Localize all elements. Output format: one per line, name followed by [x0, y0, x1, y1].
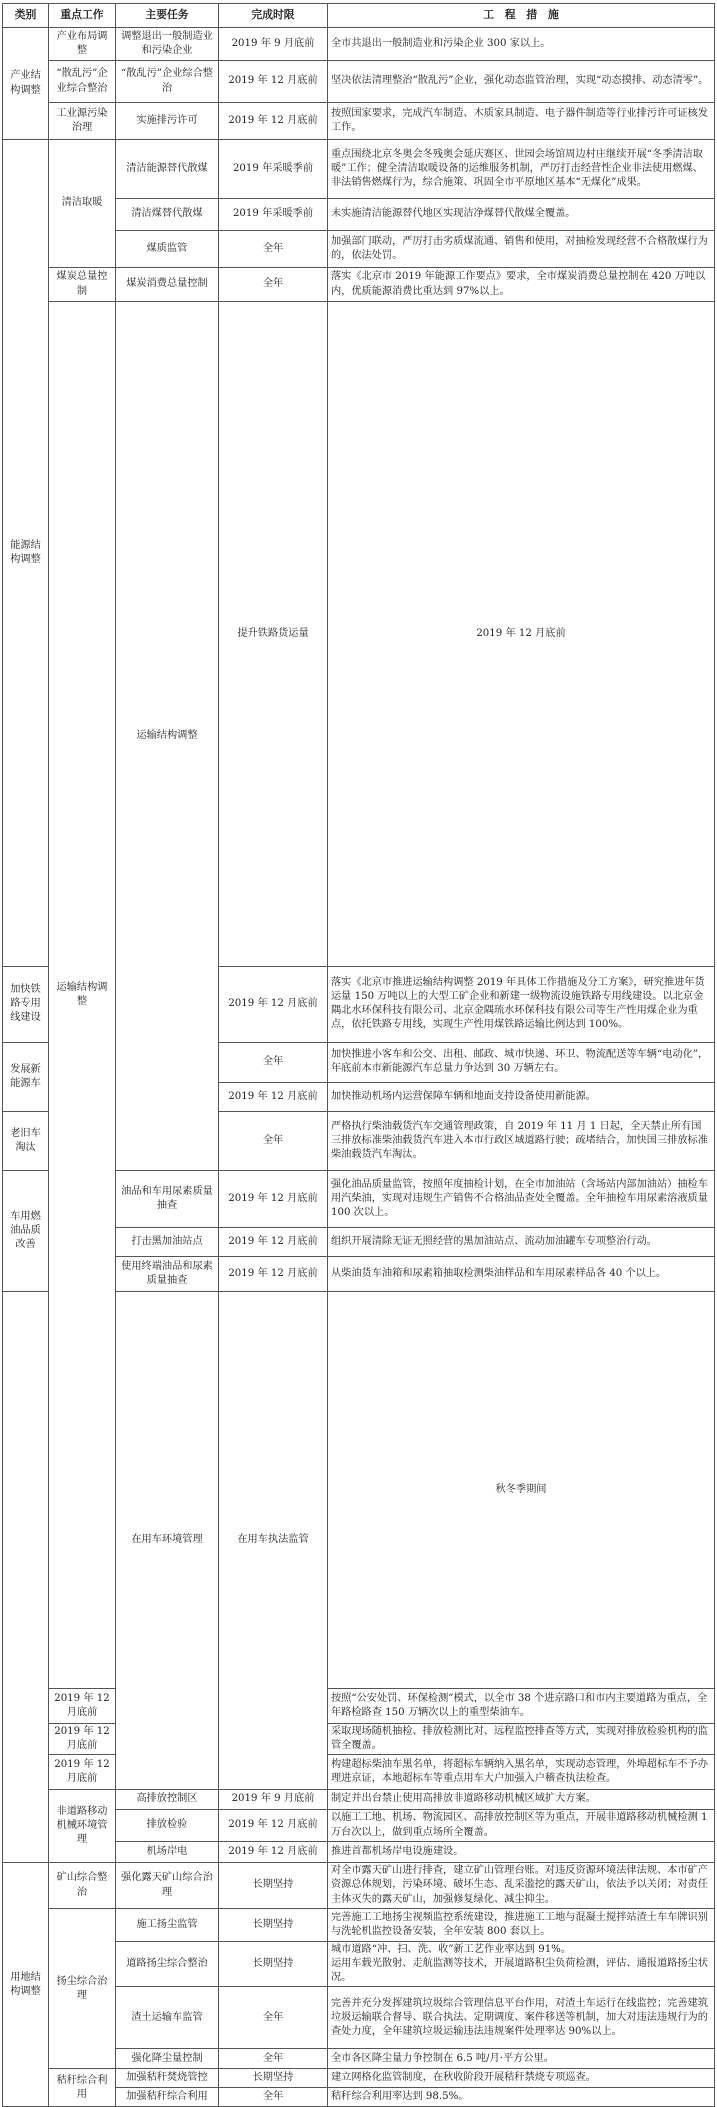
task-cell: 使用终端油品和尿素质量抽查: [116, 1256, 219, 1291]
task-cell: 加强秸秆焚烧管控: [116, 2069, 219, 2088]
deadline-cell: 长期坚持: [219, 1909, 328, 1942]
deadline-cell: 全年: [219, 2088, 328, 2107]
table-row: [3, 1755, 715, 1790]
work-cell: 工业源污染治理: [49, 103, 116, 140]
measure-cell: 完善施工工地扬尘视频监控系统建设，推进施工工地与混凝土搅拌站渣土车车牌识别与洗轮机监控设备安装，全年安装 800 套以上。: [328, 1909, 715, 1942]
table-row: [3, 302, 715, 967]
deadline-cell: 2019 年 12 月底前: [219, 103, 328, 140]
task-cell: 煤质监管: [116, 231, 219, 268]
task-cell: 老旧车淘汰: [3, 1111, 49, 1170]
measure-cell: 加强部门联动，严厉打击劣质煤流通、销售和使用，对抽检发现经营不合格散煤行为的，依法处罚。: [328, 231, 715, 268]
deadline-cell: 2019 年 12 月底前: [219, 1082, 328, 1111]
deadline-cell: 2019 年 12 月底前: [219, 1170, 328, 1227]
deadline-cell: 全年: [219, 1987, 328, 2049]
work-cell: 扬尘综合治理: [49, 1909, 116, 2069]
deadline-cell: 2019 年 12 月底前: [219, 1227, 328, 1256]
deadline-cell: 2019 年 9 月底前: [219, 28, 328, 61]
deadline-cell: 2019 年 9 月底前: [219, 1790, 328, 1810]
header-category: 类别: [3, 4, 49, 28]
measure-cell: 采取现场随机抽检、排放检测比对、远程监控排查等方式，实现对排放检验机构的监管全覆盖。: [328, 1723, 715, 1754]
deadline-cell: 2019 年 12 月底前: [219, 966, 328, 1042]
deadline-cell: 2019 年 12 月底前: [49, 1723, 116, 1754]
measure-cell: 加快推进小客车和公交、出租、邮政、城市快递、环卫、物流配送等车辆“电动化”，年底前本市新能源汽车总量力争达到 30 万辆左右。: [328, 1042, 715, 1082]
measure-cell: 对全市露天矿山进行排查，建立矿山管理台账。对违反资源环境法律法规、本市矿产资源总体规划，污染环境、破坏生态、乱采滥挖的露天矿山，依法予以关闭；对责任主体灭失的露天矿山，加强修复绿化、减尘抑尘。: [328, 1863, 715, 1909]
task-cell: 强化降尘量控制: [116, 2049, 219, 2069]
measure-cell: 从柴油货车油箱和尿素箱抽取检测柴油样品和车用尿素样品各 40 个以上。: [328, 1256, 715, 1291]
task-cell: 机场岸电: [116, 1842, 219, 1863]
work-cell: 煤炭总量控制: [49, 268, 116, 302]
measure-cell: 加快推动机场内运营保障车辆和地面支持设备使用新能源。: [328, 1082, 715, 1111]
category-cell: [3, 1291, 49, 1862]
deadline-cell: 2019 年 12 月底前: [328, 302, 715, 967]
work-cell: 车用燃油品质改善: [3, 1170, 49, 1291]
measure-cell: 构建超标柴油车黑名单，将超标车辆纳入黑名单，实现动态管理，外埠超标车不予办理进京证，本地超标车等重点用车大户加强入户稽查执法检查。: [328, 1755, 715, 1790]
deadline-cell: 2019 年 12 月底前: [219, 1256, 328, 1291]
measure-cell: 落实《北京市推进运输结构调整 2019 年具体工作措施及分工方案》，研究推进年货运量 150 万吨以上的大型工矿企业和新建一级物流设施铁路专用线建设。以北京金隅北水环保科技有限公司、北京金隅琉水环保科技有限公司等生产性用煤企业为重点，依托铁路专用线，实现生产性用煤铁路运输比例达到 100%。: [328, 966, 715, 1042]
table-row: [3, 2069, 715, 2088]
measure-cell: 全市共退出一般制造业和污染企业 300 家以上。: [328, 28, 715, 61]
table-row: [3, 103, 715, 140]
task-cell: 油品和车用尿素质量抽查: [116, 1170, 219, 1227]
header-main-task: 主要任务: [116, 4, 219, 28]
deadline-cell: 长期坚持: [219, 2069, 328, 2088]
task-cell: 施工扬尘监管: [116, 1909, 219, 1942]
task-cell: 清洁能源替代散煤: [116, 140, 219, 199]
deadline-cell: 2019 年 12 月底前: [219, 1842, 328, 1863]
work-cell: “散乱污”企业综合整治: [49, 61, 116, 103]
header-deadline: 完成时限: [219, 4, 328, 28]
task-cell: 煤炭消费总量控制: [116, 268, 219, 302]
measure-cell: 建立网格化监管制度，在秋收阶段开展秸秆禁烧专项巡查。: [328, 2069, 715, 2088]
table-row: [3, 268, 715, 302]
task-cell: 在用车执法监管: [219, 1291, 328, 1789]
table-row: [3, 61, 715, 103]
task-cell: 发展新能源车: [3, 1042, 49, 1111]
deadline-cell: 秋冬季期间: [328, 1291, 715, 1688]
deadline-cell: 全年: [219, 231, 328, 268]
measure-cell: 完善并充分发挥建筑垃圾综合管理信息平台作用，对渣土车运行在线监控；完善建筑垃圾运输联合督导、联合执法、定期调度、案件移送等机制，加大对违法违规行为的查处力度，全年建筑垃圾运输违法违规案件处理率达 90%以上。: [328, 1987, 715, 2049]
measure-cell: 组织开展清除无证无照经营的黑加油站点、流动加油罐车专项整治行动。: [328, 1227, 715, 1256]
deadline-cell: 2019 年采暖季前: [219, 140, 328, 199]
category-cell: 运输结构调整: [49, 302, 116, 1689]
task-cell: 实施排污许可: [116, 103, 219, 140]
measure-cell: 制定并出台禁止使用高排放非道路移动机械区域扩大方案。: [328, 1790, 715, 1810]
task-cell: 渣土运输车监管: [116, 1987, 219, 2049]
measure-cell: 严格执行柴油载货汽车交通管理政策，自 2019 年 11 月 1 日起，全天禁止所有国三排放标准柴油载货汽车进入本市行政区域道路行驶；疏堵结合，加快国三排放标准柴油载货汽车淘汰。: [328, 1111, 715, 1170]
measure-cell: 按照“公安处罚、环保检测”模式，以全市 38 个进京路口和市内主要道路为重点，全年路检路查 150 万辆次以上的重型柴油车。: [328, 1688, 715, 1723]
measure-cell: 落实《北京市 2019 年能源工作要点》要求，全市煤炭消费总量控制在 420 万吨以内，优质能源消费比重达到 97%以上。: [328, 268, 715, 302]
category-cell: 用地结构调整: [3, 1863, 49, 2107]
measure-cell: 重点围绕北京冬奥会冬残奥会延庆赛区、世园会场馆周边村庄继续开展“冬季清洁取暖”工作；健全清洁取暖设备的运维服务机制，严厉打击经营性企业非法使用燃煤、非法销售燃煤行为，综合施策、巩固全市平原地区基本“无煤化”成果。: [328, 140, 715, 199]
task-cell: 提升铁路货运量: [219, 302, 328, 967]
deadline-cell: 全年: [219, 268, 328, 302]
deadline-cell: 长期坚持: [219, 1863, 328, 1909]
measure-cell: 全市各区降尘量力争控制在 6.5 吨/月·平方公里。: [328, 2049, 715, 2069]
task-cell: 排放检验: [116, 1810, 219, 1842]
measure-cell: 推进首都机场岸电设施建设。: [328, 1842, 715, 1863]
table-row: [3, 140, 715, 199]
task-cell: 强化露天矿山综合治理: [116, 1863, 219, 1909]
work-cell: 秸秆综合利用: [49, 2069, 116, 2107]
deadline-cell: 2019 年 12 月底前: [49, 1688, 116, 1723]
header-row: [3, 4, 715, 28]
work-cell: 运输结构调整: [116, 302, 219, 1171]
task-cell: 加快铁路专用线建设: [3, 966, 49, 1042]
table-row: [3, 28, 715, 61]
deadline-cell: 2019 年采暖季前: [219, 199, 328, 231]
table-row: [3, 1688, 715, 1723]
table-row: [3, 1909, 715, 1942]
measures-table: [2, 3, 715, 2107]
category-cell: 能源结构调整: [3, 140, 49, 967]
table-row: [3, 1863, 715, 1909]
deadline-cell: 全年: [219, 2049, 328, 2069]
measure-cell: 按照国家要求，完成汽车制造、木质家具制造、电子器件制造等行业排污许可证核发工作。: [328, 103, 715, 140]
measure-cell: 坚决依法清理整治“散乱污”企业，强化动态监管治理，实现“动态摸排、动态清零”。: [328, 61, 715, 103]
work-cell: 矿山综合整治: [49, 1863, 116, 1909]
measure-cell: [328, 1942, 715, 1987]
header-key-work: 重点工作: [49, 4, 116, 28]
deadline-cell: 全年: [219, 1111, 328, 1170]
measure-line: 城市道路“冲、扫、洗、收”新工艺作业率达到 91%。: [331, 1944, 572, 1956]
task-cell: 高排放控制区: [116, 1790, 219, 1810]
work-cell: 在用车环境管理: [116, 1291, 219, 1789]
deadline-cell: 全年: [219, 1042, 328, 1082]
work-cell: 非道路移动机械环境管理: [49, 1790, 116, 1863]
task-cell: 调整退出一般制造业和污染企业: [116, 28, 219, 61]
deadline-cell: 2019 年 12 月底前: [49, 1755, 116, 1790]
table-row: [3, 1790, 715, 1810]
work-cell: 产业布局调整: [49, 28, 116, 61]
measure-cell: 秸秆综合利用率达到 98.5%。: [328, 2088, 715, 2107]
work-cell: 清洁取暖: [49, 140, 116, 268]
task-cell: 加强秸秆综合利用: [116, 2088, 219, 2107]
task-cell: 打击黑加油站点: [116, 1227, 219, 1256]
table-row: [3, 1723, 715, 1754]
deadline-cell: 2019 年 12 月底前: [219, 61, 328, 103]
measure-cell: 强化油品质量监管，按照年度抽检计划，在全市加油站（含场站内部加油站）抽检车用汽柴油，实现对违规生产销售不合格油品查处全覆盖。全年抽检车用尿素溶液质量 100 次以上。: [328, 1170, 715, 1227]
task-cell: 道路扬尘综合整治: [116, 1942, 219, 1987]
task-cell: 清洁煤替代散煤: [116, 199, 219, 231]
task-cell: “散乱污”企业综合整治: [116, 61, 219, 103]
header-measures: 工 程 措 施: [328, 4, 715, 28]
measure-cell: 未实施清洁能源替代地区实现洁净煤替代散煤全覆盖。: [328, 199, 715, 231]
category-cell: 产业结构调整: [3, 28, 49, 140]
deadline-cell: 2019 年 12 月底前: [219, 1810, 328, 1842]
measure-cell: 以施工工地、机场、物流园区、高排放控制区等为重点，开展非道路移动机械检测 1 万台次以上，做到重点场所全覆盖。: [328, 1810, 715, 1842]
measure-line: 运用车载光散射、走航监测等技术，开展道路积尘负荷检测，评估、通报道路扬尘状况。: [331, 1958, 708, 1984]
deadline-cell: 长期坚持: [219, 1942, 328, 1987]
